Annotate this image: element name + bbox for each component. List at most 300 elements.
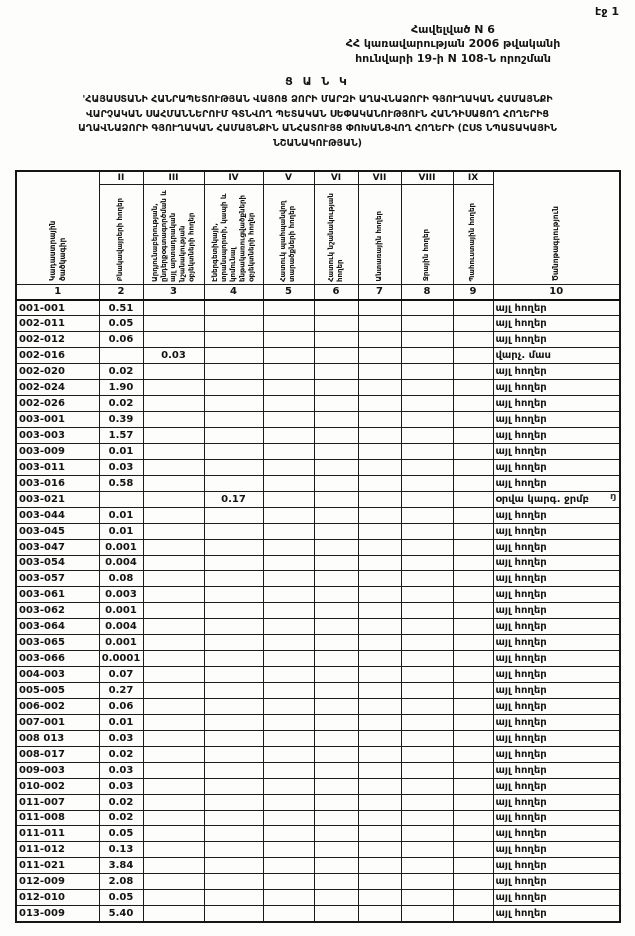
protected-cell	[263, 906, 314, 922]
code-cell: 003-044	[16, 507, 99, 523]
special-cell	[314, 714, 358, 730]
column-number: 1	[16, 284, 99, 300]
water-cell	[401, 826, 453, 842]
note-cell: այլ հողեր	[493, 507, 620, 523]
special-cell	[314, 651, 358, 667]
appendix-line: հունվարի 19-ի N 108-Ն որոշման	[355, 51, 551, 65]
industrial-cell	[143, 858, 204, 874]
protected-cell	[263, 730, 314, 746]
table-row	[16, 635, 620, 651]
industrial-cell	[143, 523, 204, 539]
code-cell: 008-017	[16, 746, 99, 762]
reserve-cell	[453, 635, 493, 651]
forest-cell	[358, 746, 401, 762]
code-cell: 003-057	[16, 571, 99, 587]
water-cell	[401, 412, 453, 428]
note-cell: օրվա կարգ. ջրմբ	[493, 491, 620, 507]
settlement-cell: 0.03	[99, 762, 143, 778]
code-cell: 011-011	[16, 826, 99, 842]
code-cell: 003-061	[16, 587, 99, 603]
table-row	[16, 794, 620, 810]
industrial-cell	[143, 364, 204, 380]
note-cell: այլ հողեր	[493, 746, 620, 762]
water-cell	[401, 555, 453, 571]
settlement-cell	[99, 491, 143, 507]
table-row	[16, 491, 620, 507]
infrastructure-cell	[204, 714, 263, 730]
industrial-cell	[143, 475, 204, 491]
special-cell	[314, 603, 358, 619]
infrastructure-cell	[204, 380, 263, 396]
code-cell: 011-012	[16, 842, 99, 858]
protected-cell	[263, 698, 314, 714]
special-cell	[314, 412, 358, 428]
forest-cell	[358, 364, 401, 380]
forest-cell	[358, 475, 401, 491]
settlement-cell: 0.51	[99, 300, 143, 316]
forest-cell	[358, 491, 401, 507]
industrial-cell	[143, 730, 204, 746]
infrastructure-cell	[204, 587, 263, 603]
note-cell: այլ հողեր	[493, 443, 620, 459]
special-cell	[314, 906, 358, 922]
note-cell: այլ հողեր	[493, 316, 620, 332]
forest-cell	[358, 906, 401, 922]
special-cell	[314, 539, 358, 555]
reserve-cell	[453, 746, 493, 762]
column-number: 8	[401, 284, 453, 300]
table-row	[16, 332, 620, 348]
water-cell	[401, 746, 453, 762]
note-cell: այլ հողեր	[493, 603, 620, 619]
water-cell	[401, 762, 453, 778]
table-row	[16, 746, 620, 762]
infrastructure-cell	[204, 746, 263, 762]
reserve-cell	[453, 794, 493, 810]
table-row	[16, 412, 620, 428]
reserve-cell	[453, 555, 493, 571]
industrial-cell	[143, 491, 204, 507]
industrial-cell	[143, 826, 204, 842]
note-cell: այլ հողեր	[493, 762, 620, 778]
appendix-reference-block	[319, 23, 587, 66]
special-cell	[314, 874, 358, 890]
forest-cell	[358, 698, 401, 714]
protected-cell	[263, 842, 314, 858]
protected-cell	[263, 507, 314, 523]
table-row	[16, 300, 620, 316]
column-number: 3	[143, 284, 204, 300]
table-row	[16, 842, 620, 858]
code-cell: 002-020	[16, 364, 99, 380]
table-row	[16, 874, 620, 890]
settlement-cell: 0.0001	[99, 651, 143, 667]
infrastructure-cell	[204, 826, 263, 842]
protected-cell	[263, 794, 314, 810]
table-row	[16, 683, 620, 699]
forest-cell	[358, 794, 401, 810]
forest-cell	[358, 539, 401, 555]
code-cell: 006-002	[16, 698, 99, 714]
infrastructure-cell	[204, 555, 263, 571]
water-cell	[401, 348, 453, 364]
settlement-cell: 0.01	[99, 523, 143, 539]
forest-cell	[358, 443, 401, 459]
forest-cell	[358, 810, 401, 826]
reserve-cell	[453, 475, 493, 491]
industrial-cell	[143, 746, 204, 762]
special-cell	[314, 794, 358, 810]
table-row	[16, 698, 620, 714]
water-cell	[401, 619, 453, 635]
infrastructure-cell	[204, 683, 263, 699]
water-cell	[401, 778, 453, 794]
infrastructure-cell	[204, 443, 263, 459]
forest-cell	[358, 842, 401, 858]
subtitle-line: 'ՀԱՅԱՍՏԱՆԻ ՀԱՆՐԱՊԵՏՈՒԹՅԱՆ ՎԱՅՈՑ ՁՈՐԻ ՄԱՐԶԻ ԱՂԱՎՆԱՁՈՐԻ ԳՅՈՒՂԱԿԱՆ ՀԱՄԱՅՆՔԻ	[82, 94, 553, 105]
reserve-cell	[453, 571, 493, 587]
protected-cell	[263, 332, 314, 348]
code-cell: 011-021	[16, 858, 99, 874]
roman-numeral: II	[99, 171, 143, 184]
infrastructure-cell	[204, 571, 263, 587]
infrastructure-cell	[204, 794, 263, 810]
special-cell	[314, 555, 358, 571]
reserve-cell	[453, 762, 493, 778]
protected-cell	[263, 587, 314, 603]
reserve-cell	[453, 412, 493, 428]
settlement-cell: 0.05	[99, 890, 143, 906]
settlement-cell: 0.07	[99, 667, 143, 683]
water-cell	[401, 539, 453, 555]
table-row	[16, 571, 620, 587]
water-cell	[401, 507, 453, 523]
note-cell: այլ հողեր	[493, 475, 620, 491]
appendix-line: Հավելված N 6	[411, 23, 495, 36]
note-cell: այլ հողեր	[493, 635, 620, 651]
table-row	[16, 603, 620, 619]
note-cell: այլ հողեր	[493, 396, 620, 412]
reserve-cell	[453, 316, 493, 332]
special-cell	[314, 858, 358, 874]
forest-cell	[358, 762, 401, 778]
industrial-cell	[143, 635, 204, 651]
table-row	[16, 587, 620, 603]
water-cell	[401, 571, 453, 587]
settlement-cell: 0.01	[99, 507, 143, 523]
water-cell	[401, 714, 453, 730]
infrastructure-cell	[204, 778, 263, 794]
protected-cell	[263, 523, 314, 539]
reserve-cell	[453, 778, 493, 794]
table-row	[16, 348, 620, 364]
industrial-cell	[143, 507, 204, 523]
infrastructure-cell	[204, 810, 263, 826]
reserve-cell	[453, 667, 493, 683]
code-cell: 005-005	[16, 683, 99, 699]
table-row	[16, 428, 620, 444]
water-cell	[401, 874, 453, 890]
code-cell: 002-011	[16, 316, 99, 332]
note-cell: այլ հողեր	[493, 571, 620, 587]
infrastructure-cell	[204, 396, 263, 412]
table-body	[16, 300, 620, 922]
water-cell	[401, 906, 453, 922]
code-cell: 007-001	[16, 714, 99, 730]
industrial-cell	[143, 619, 204, 635]
note-cell: այլ հողեր	[493, 794, 620, 810]
water-cell	[401, 683, 453, 699]
reserve-cell	[453, 443, 493, 459]
header-special-lands: Հատուկ նշանակության հողեր	[314, 184, 358, 284]
protected-cell	[263, 890, 314, 906]
special-cell	[314, 332, 358, 348]
infrastructure-cell	[204, 428, 263, 444]
table-row	[16, 316, 620, 332]
note-cell: այլ հողեր	[493, 300, 620, 316]
protected-cell	[263, 651, 314, 667]
note-cell: այլ հողեր	[493, 730, 620, 746]
note-cell: այլ հողեր	[493, 667, 620, 683]
infrastructure-cell	[204, 316, 263, 332]
infrastructure-cell	[204, 364, 263, 380]
special-cell	[314, 316, 358, 332]
column-number: 6	[314, 284, 358, 300]
special-cell	[314, 491, 358, 507]
code-cell: 003-021	[16, 491, 99, 507]
note-cell: այլ հողեր	[493, 810, 620, 826]
settlement-cell: 2.08	[99, 874, 143, 890]
note-cell: վարչ. մաս	[493, 348, 620, 364]
table-row	[16, 396, 620, 412]
infrastructure-cell	[204, 412, 263, 428]
settlement-cell: 0.001	[99, 603, 143, 619]
roman-numeral: IV	[204, 171, 263, 184]
handwritten-margin-mark: ŋ	[610, 492, 617, 502]
industrial-cell	[143, 459, 204, 475]
protected-cell	[263, 746, 314, 762]
water-cell	[401, 587, 453, 603]
forest-cell	[358, 714, 401, 730]
protected-cell	[263, 459, 314, 475]
water-cell	[401, 396, 453, 412]
protected-cell	[263, 810, 314, 826]
industrial-cell	[143, 300, 204, 316]
special-cell	[314, 443, 358, 459]
industrial-cell	[143, 603, 204, 619]
settlement-cell: 1.90	[99, 380, 143, 396]
forest-cell	[358, 507, 401, 523]
note-cell: այլ հողեր	[493, 778, 620, 794]
water-cell	[401, 523, 453, 539]
code-cell: 003-016	[16, 475, 99, 491]
protected-cell	[263, 364, 314, 380]
code-cell: 008 013	[16, 730, 99, 746]
forest-cell	[358, 300, 401, 316]
protected-cell	[263, 874, 314, 890]
code-cell: 003-065	[16, 635, 99, 651]
special-cell	[314, 667, 358, 683]
reserve-cell	[453, 539, 493, 555]
settlement-cell: 0.05	[99, 826, 143, 842]
cadastral-code-label: Կադաստրային ծածկագիր	[48, 220, 67, 282]
code-cell: 002-026	[16, 396, 99, 412]
table-row	[16, 858, 620, 874]
reserve-cell	[453, 523, 493, 539]
settlement-cell: 0.02	[99, 396, 143, 412]
special-cell	[314, 698, 358, 714]
code-cell: 012-009	[16, 874, 99, 890]
water-cell	[401, 475, 453, 491]
reserve-cell	[453, 619, 493, 635]
note-cell: այլ հողեր	[493, 858, 620, 874]
reserve-cell	[453, 730, 493, 746]
settlement-cell: 0.39	[99, 412, 143, 428]
water-cell	[401, 428, 453, 444]
reserve-cell	[453, 842, 493, 858]
document-subtitle	[8, 93, 627, 152]
infrastructure-cell: 0.17	[204, 491, 263, 507]
roman-numeral: VII	[358, 171, 401, 184]
note-cell: այլ հողեր	[493, 428, 620, 444]
water-cell	[401, 810, 453, 826]
code-cell: 003-064	[16, 619, 99, 635]
settlement-cell: 0.13	[99, 842, 143, 858]
column-number: 9	[453, 284, 493, 300]
special-cell	[314, 475, 358, 491]
code-cell: 003-011	[16, 459, 99, 475]
subtitle-line: ՎԱՐՉԱԿԱՆ ՍԱՀՄԱՆՆԵՐՈՒՄ ԳՏՆՎՈՂ ՊԵՏԱԿԱՆ ՍԵՓԱԿԱՆՈՒԹՅՈՒՆ ՀԱՆԴԻՍԱՑՈՂ ՀՈՂԵՐԻՑ	[85, 108, 550, 120]
forest-cell	[358, 603, 401, 619]
infrastructure-cell	[204, 507, 263, 523]
table-row	[16, 810, 620, 826]
industrial-cell	[143, 571, 204, 587]
reserve-cell	[453, 858, 493, 874]
note-cell: այլ հողեր	[493, 826, 620, 842]
forest-cell	[358, 826, 401, 842]
water-cell	[401, 603, 453, 619]
special-cell	[314, 428, 358, 444]
protected-cell	[263, 380, 314, 396]
reserve-cell	[453, 300, 493, 316]
forest-cell	[358, 555, 401, 571]
column-number: 2	[99, 284, 143, 300]
roman-numeral: V	[263, 171, 314, 184]
water-cell	[401, 794, 453, 810]
reserve-cell	[453, 428, 493, 444]
header-settlement-lands: Բնակավայրերի հողեր	[99, 184, 143, 284]
reserve-cell	[453, 396, 493, 412]
settlement-cell: 5.40	[99, 906, 143, 922]
protected-cell	[263, 491, 314, 507]
infrastructure-cell	[204, 539, 263, 555]
note-cell: այլ հողեր	[493, 890, 620, 906]
note-cell: այլ հողեր	[493, 523, 620, 539]
forest-cell	[358, 412, 401, 428]
note-cell: այլ հողեր	[493, 555, 620, 571]
settlement-cell: 0.06	[99, 332, 143, 348]
code-cell: 002-024	[16, 380, 99, 396]
water-cell	[401, 667, 453, 683]
subtitle-line: ԱՂԱՎՆԱՁՈՐԻ ԳՅՈՒՂԱԿԱՆ ՀԱՄԱՅՆՔԻՆ ԱՆՀԱՏՈՒՅՑ ՓՈԽԱՆՑՎՈՂ ՀՈՂԵՐԻ (ԸՍՏ ՆՊԱՏԱԿԱՅԻՆ	[78, 123, 557, 135]
code-cell: 013-009	[16, 906, 99, 922]
reserve-cell	[453, 698, 493, 714]
forest-cell	[358, 396, 401, 412]
industrial-cell	[143, 762, 204, 778]
special-cell	[314, 364, 358, 380]
special-cell	[314, 348, 358, 364]
forest-cell	[358, 858, 401, 874]
special-cell	[314, 842, 358, 858]
protected-cell	[263, 635, 314, 651]
infrastructure-cell	[204, 667, 263, 683]
industrial-cell	[143, 396, 204, 412]
infrastructure-cell	[204, 459, 263, 475]
note-cell: այլ հողեր	[493, 332, 620, 348]
protected-cell	[263, 762, 314, 778]
infrastructure-cell	[204, 698, 263, 714]
protected-cell	[263, 348, 314, 364]
protected-cell	[263, 555, 314, 571]
special-cell	[314, 683, 358, 699]
table-row	[16, 475, 620, 491]
forest-cell	[358, 778, 401, 794]
special-cell	[314, 810, 358, 826]
roman-numeral: IX	[453, 171, 493, 184]
protected-cell	[263, 412, 314, 428]
settlement-cell: 0.01	[99, 714, 143, 730]
table-row	[16, 714, 620, 730]
water-cell	[401, 890, 453, 906]
special-cell	[314, 396, 358, 412]
forest-cell	[358, 667, 401, 683]
settlement-cell: 0.05	[99, 316, 143, 332]
forest-cell	[358, 332, 401, 348]
forest-cell	[358, 571, 401, 587]
table-row	[16, 667, 620, 683]
code-cell: 003-066	[16, 651, 99, 667]
appendix-line: ՀՀ կառավարության 2006 թվականի	[345, 37, 561, 51]
protected-cell	[263, 300, 314, 316]
header-note-column	[493, 171, 620, 284]
water-cell	[401, 842, 453, 858]
water-cell	[401, 380, 453, 396]
special-cell	[314, 587, 358, 603]
industrial-cell	[143, 443, 204, 459]
reserve-cell	[453, 332, 493, 348]
protected-cell	[263, 443, 314, 459]
infrastructure-cell	[204, 858, 263, 874]
protected-cell	[263, 858, 314, 874]
table-row	[16, 507, 620, 523]
reserve-cell	[453, 906, 493, 922]
reserve-cell	[453, 810, 493, 826]
note-cell: այլ հողեր	[493, 412, 620, 428]
water-cell	[401, 698, 453, 714]
industrial-cell	[143, 794, 204, 810]
note-cell: այլ հողեր	[493, 683, 620, 699]
roman-numeral: VIII	[401, 171, 453, 184]
column-number: 4	[204, 284, 263, 300]
water-cell	[401, 443, 453, 459]
settlement-cell: 0.01	[99, 443, 143, 459]
reserve-cell	[453, 459, 493, 475]
table-row	[16, 523, 620, 539]
header-water-lands: Ջրային հողեր	[401, 184, 453, 284]
code-cell: 011-007	[16, 794, 99, 810]
protected-cell	[263, 316, 314, 332]
special-cell	[314, 762, 358, 778]
